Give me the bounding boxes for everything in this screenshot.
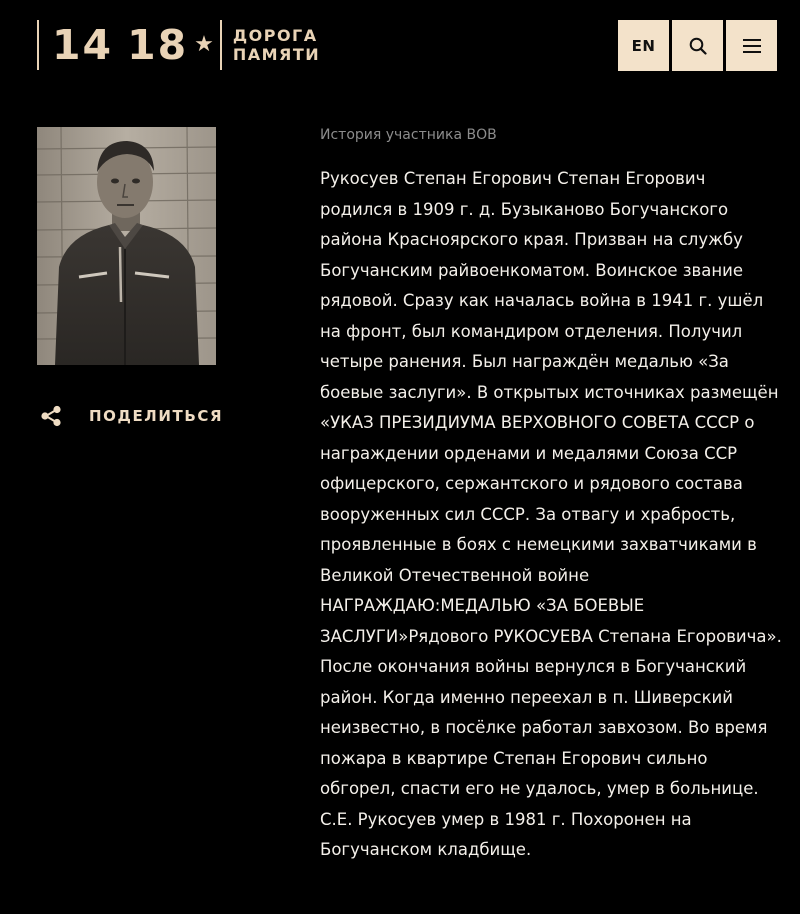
language-button[interactable] [618,20,669,71]
logo-years [52,20,189,69]
menu-button[interactable] [726,20,777,71]
share-icon [39,404,63,428]
logo-title [233,26,320,64]
story-category: История участника ВОВ [320,127,497,143]
logo-title-line2: ПАМЯТИ [232,45,321,64]
story-section [320,126,782,866]
logo-year-start: 14 [52,20,114,69]
logo-title-line1: ДОРОГА [232,26,318,45]
portrait-photo [37,127,216,365]
hamburger-menu-icon [743,38,761,54]
logo-year-end: 18 [127,20,189,69]
search-icon [689,37,707,55]
logo-bar-left [37,20,39,70]
header-actions [618,20,777,71]
story-text: Рукосуев Степан Егорович Степан Егорович родился в 1909 г. д. Бузыканово Богучанского района Красноярского края. Призван на службу Богучанским райвоенкоматом. Воинское звание рядовой. Сразу как началась война в 1941 г. ушёл на фронт, был командиром отделения. Получил четыре ранения. Был награждён медалью «За боевые заслуги». В открытых источниках размещён «УКАЗ ПРЕЗИДИУМА ВЕРХОВНОГО СОВЕТА СССР о награждении орденами и медалями Союза ССР офицерского, сержантского и рядового состава вооруженных сил СССР. За отвагу и храбрость, проявленные в боях с немецкими захватчиками в Великой Отечественной войне НАГРАЖДАЮ:МЕДАЛЬЮ «ЗА БОЕВЫЕ ЗАСЛУГИ»Рядового РУКОСУЕВА Степана Егоровича». После окончания войны вернулся в Богучанский район. Когда именно переехал в п. Шиверский неизвестно, в посёлке работал завхозом. Во время пожара в квартире Степан Егорович сильно обгорел, спасти его не удалось, умер в больнице. С.Е. Рукосуев умер в 1981 г. Похоронен на Богучанском кладбище. [320,169,782,859]
logo-bar-right [220,20,222,70]
share-button[interactable] [39,404,223,428]
language-label: EN [631,36,656,55]
star-icon: ★ [194,32,214,57]
participant-photo [37,127,216,365]
search-button[interactable] [672,20,723,71]
share-label: ПОДЕЛИТЬСЯ [89,407,224,425]
site-logo[interactable] [37,19,320,71]
